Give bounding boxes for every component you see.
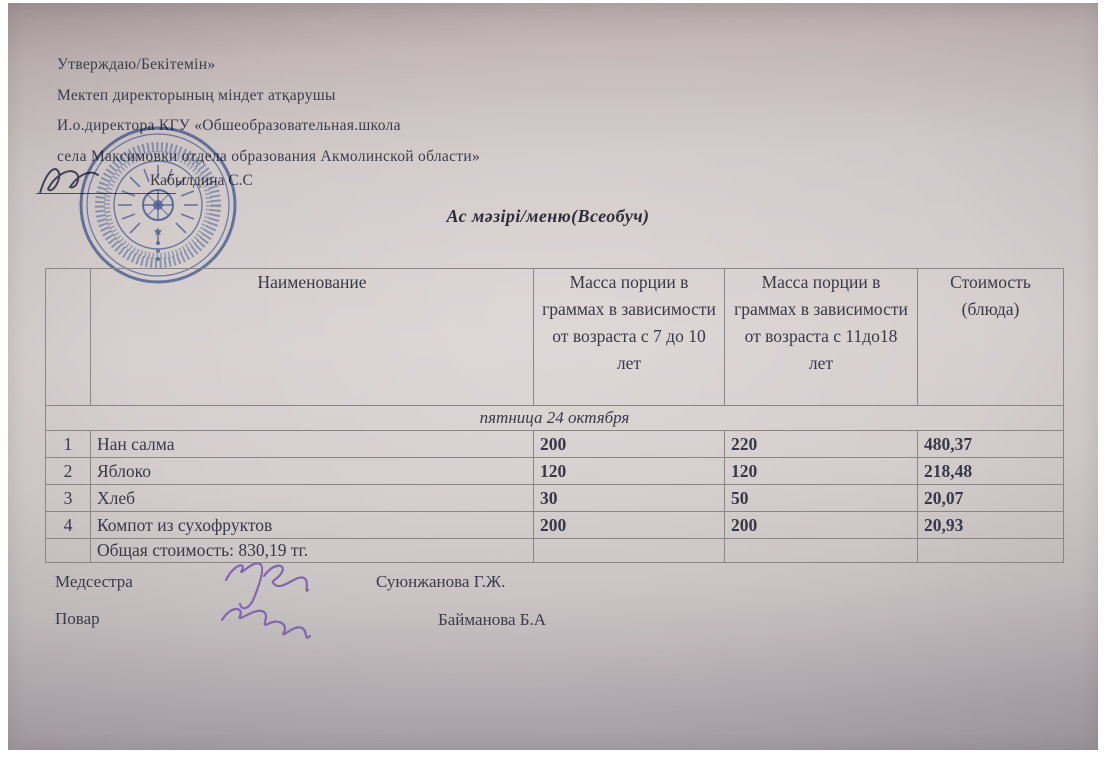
mass-7-10-value: 30 — [534, 485, 725, 512]
mass-11-18-value: 50 — [725, 485, 918, 512]
table-header-row — [46, 269, 1064, 406]
approval-line-3: И.о.директора КГУ «Обшеобразовательная.школа — [57, 117, 401, 134]
row-number: 1 — [46, 431, 91, 458]
table-row — [46, 512, 1064, 539]
approval-line-1: Утверждаю/Бекітемін» — [57, 56, 216, 73]
col-header-cost: Стоимость (блюда) — [918, 269, 1064, 406]
total-row — [46, 539, 1064, 563]
row-number: 2 — [46, 458, 91, 485]
total-row-empty-cell — [918, 539, 1064, 563]
total-row-empty-cell — [725, 539, 918, 563]
mass-7-10-value: 120 — [534, 458, 725, 485]
nurse-cook-signature-ink — [212, 554, 342, 654]
nurse-label: Медсестра — [55, 572, 133, 591]
col-header-index — [46, 269, 91, 406]
dish-name: Нан салма — [91, 431, 534, 458]
official-stamp-seal — [76, 123, 240, 287]
total-row-empty-index — [46, 539, 91, 563]
cost-value: 218,48 — [918, 458, 1064, 485]
cost-value: 480,37 — [918, 431, 1064, 458]
table-row — [46, 485, 1064, 512]
col-header-mass-11-18: Масса порции в граммах в зависимости от возраста с 11до18 лет — [725, 269, 918, 406]
photographed-paper-page — [8, 3, 1098, 750]
table-row — [46, 431, 1064, 458]
total-cost-label: Общая стоимость: 830,19 тг. — [91, 539, 534, 563]
col-header-mass-7-10: Масса порции в граммах в зависимости от возраста с 7 до 10 лет — [534, 269, 725, 406]
day-header-row — [46, 406, 1064, 431]
approval-line-4: села Максимовки отдела образования Акмолинской области» — [57, 148, 481, 165]
dish-name: Компот из сухофруктов — [91, 512, 534, 539]
mass-7-10-value: 200 — [534, 431, 725, 458]
cost-value: 20,07 — [918, 485, 1064, 512]
table-row — [46, 458, 1064, 485]
director-name: Кабылдина С.С — [150, 172, 253, 189]
mass-7-10-value: 200 — [534, 512, 725, 539]
day-header: пятница 24 октября — [46, 406, 1064, 431]
mass-11-18-value: 220 — [725, 431, 918, 458]
row-number: 3 — [46, 485, 91, 512]
dish-name: Хлеб — [91, 485, 534, 512]
cook-name: Байманова Б.А — [438, 610, 547, 629]
total-row-empty-cell — [534, 539, 725, 563]
row-number: 4 — [46, 512, 91, 539]
nurse-name: Суюнжанова Г.Ж. — [376, 572, 506, 591]
page-title: Ас мәзірі/меню(Всеобуч) — [446, 206, 650, 226]
mass-11-18-value: 200 — [725, 512, 918, 539]
dish-name: Яблоко — [91, 458, 534, 485]
mass-11-18-value: 120 — [725, 458, 918, 485]
col-header-name: Наименование — [91, 269, 534, 406]
approval-line-2: Мектеп директорының міндет атқарушы — [57, 87, 336, 104]
cost-value: 20,93 — [918, 512, 1064, 539]
cook-label: Повар — [55, 609, 100, 628]
menu-table — [45, 268, 1064, 563]
